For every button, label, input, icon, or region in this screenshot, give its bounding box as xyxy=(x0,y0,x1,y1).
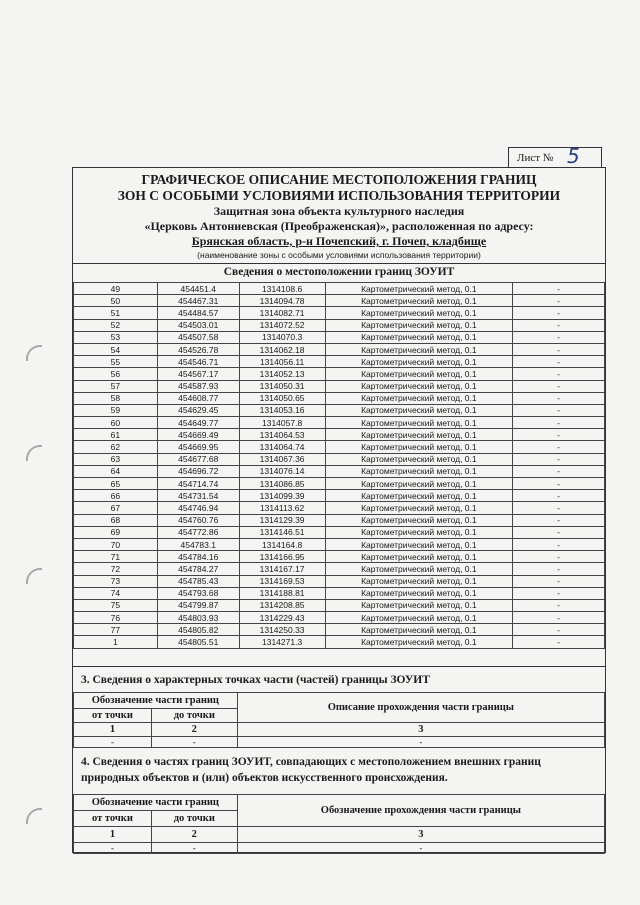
to-point-header: до точки xyxy=(151,811,237,827)
point-note: - xyxy=(513,404,605,416)
table-row xyxy=(74,599,605,611)
group-header: Обозначение части границ xyxy=(74,795,238,811)
point-number: 77 xyxy=(74,624,158,636)
method-accuracy: Картометрический метод, 0.1 xyxy=(325,380,513,392)
table-row xyxy=(74,283,605,295)
x-coordinate: 454714.74 xyxy=(157,478,239,490)
cell-value: - xyxy=(237,737,604,748)
title-line-1: ГРАФИЧЕСКОЕ ОПИСАНИЕ МЕСТОПОЛОЖЕНИЯ ГРАНИЦ xyxy=(141,172,537,187)
method-accuracy: Картометрический метод, 0.1 xyxy=(325,417,513,429)
method-accuracy: Картометрический метод, 0.1 xyxy=(325,612,513,624)
point-number: 50 xyxy=(74,295,158,307)
point-note: - xyxy=(513,599,605,611)
method-accuracy: Картометрический метод, 0.1 xyxy=(325,490,513,502)
y-coordinate: 1314188.81 xyxy=(239,587,325,599)
method-accuracy: Картометрический метод, 0.1 xyxy=(325,368,513,380)
zone-description xyxy=(73,204,605,234)
method-accuracy: Картометрический метод, 0.1 xyxy=(325,441,513,453)
zone-line-2: «Церковь Антониевская (Преображенская)», расположенная по адресу: xyxy=(144,219,534,233)
point-number: 69 xyxy=(74,526,158,538)
point-note: - xyxy=(513,295,605,307)
cell-value: - xyxy=(74,843,152,854)
method-accuracy: Картометрический метод, 0.1 xyxy=(325,526,513,538)
method-accuracy: Картометрический метод, 0.1 xyxy=(325,392,513,404)
point-note: - xyxy=(513,551,605,563)
point-number: 55 xyxy=(74,356,158,368)
x-coordinate: 454677.68 xyxy=(157,453,239,465)
sheet-number-box xyxy=(508,144,602,168)
document-frame xyxy=(72,167,606,853)
coordinates-table xyxy=(73,282,605,649)
from-point-header: от точки xyxy=(74,709,152,723)
method-accuracy: Картометрический метод, 0.1 xyxy=(325,551,513,563)
method-accuracy: Картометрический метод, 0.1 xyxy=(325,307,513,319)
method-accuracy: Картометрический метод, 0.1 xyxy=(325,283,513,295)
to-point-header: до точки xyxy=(151,709,237,723)
y-coordinate: 1314050.31 xyxy=(239,380,325,392)
y-coordinate: 1314050.65 xyxy=(239,392,325,404)
point-number: 70 xyxy=(74,538,158,550)
point-note: - xyxy=(513,490,605,502)
point-note: - xyxy=(513,356,605,368)
table-row xyxy=(74,380,605,392)
point-note: - xyxy=(513,538,605,550)
sheet-number: 5 xyxy=(567,144,580,168)
table-row xyxy=(74,392,605,404)
table-row xyxy=(74,319,605,331)
y-coordinate: 1314271.3 xyxy=(239,636,325,648)
y-coordinate: 1314053.16 xyxy=(239,404,325,416)
method-accuracy: Картометрический метод, 0.1 xyxy=(325,404,513,416)
point-number: 67 xyxy=(74,502,158,514)
point-number: 51 xyxy=(74,307,158,319)
point-note: - xyxy=(513,417,605,429)
x-coordinate: 454785.43 xyxy=(157,575,239,587)
point-note: - xyxy=(513,380,605,392)
section-3-title: 3. Сведения о характерных точках части (частей) границы ЗОУИТ xyxy=(81,674,430,686)
y-coordinate: 1314067.36 xyxy=(239,453,325,465)
y-coordinate: 1314164.8 xyxy=(239,538,325,550)
table-row xyxy=(74,612,605,624)
y-coordinate: 1314167.17 xyxy=(239,563,325,575)
table-row xyxy=(74,331,605,343)
y-coordinate: 1314166.95 xyxy=(239,551,325,563)
point-number: 60 xyxy=(74,417,158,429)
point-note: - xyxy=(513,478,605,490)
point-number: 63 xyxy=(74,453,158,465)
table-row xyxy=(74,453,605,465)
point-number: 61 xyxy=(74,429,158,441)
method-accuracy: Картометрический метод, 0.1 xyxy=(325,295,513,307)
column-number: 2 xyxy=(151,723,237,737)
point-note: - xyxy=(513,368,605,380)
point-number: 57 xyxy=(74,380,158,392)
point-note: - xyxy=(513,465,605,477)
point-note: - xyxy=(513,392,605,404)
y-coordinate: 1314146.51 xyxy=(239,526,325,538)
x-coordinate: 454669.49 xyxy=(157,429,239,441)
section-3-table xyxy=(73,692,605,748)
x-coordinate: 454805.82 xyxy=(157,624,239,636)
point-number: 65 xyxy=(74,478,158,490)
title-line-2: ЗОН С ОСОБЫМИ УСЛОВИЯМИ ИСПОЛЬЗОВАНИЯ ТЕРРИТОРИИ xyxy=(117,188,561,203)
column-number: 3 xyxy=(237,827,604,843)
point-number: 49 xyxy=(74,283,158,295)
table-row xyxy=(74,356,605,368)
point-note: - xyxy=(513,563,605,575)
method-accuracy: Картометрический метод, 0.1 xyxy=(325,514,513,526)
point-number: 52 xyxy=(74,319,158,331)
method-accuracy: Картометрический метод, 0.1 xyxy=(325,587,513,599)
point-number: 53 xyxy=(74,331,158,343)
table-row xyxy=(74,404,605,416)
x-coordinate: 454484.57 xyxy=(157,307,239,319)
from-point-header: от точки xyxy=(74,811,152,827)
table-row xyxy=(74,526,605,538)
column-number: 3 xyxy=(237,723,604,737)
x-coordinate: 454731.54 xyxy=(157,490,239,502)
x-coordinate: 454793.68 xyxy=(157,587,239,599)
section-title-location: Сведения о местоположении границ ЗОУИТ xyxy=(223,266,455,278)
x-coordinate: 454526.78 xyxy=(157,343,239,355)
method-accuracy: Картометрический метод, 0.1 xyxy=(325,502,513,514)
method-accuracy: Картометрический метод, 0.1 xyxy=(325,429,513,441)
x-coordinate: 454805.51 xyxy=(157,636,239,648)
y-coordinate: 1314099.39 xyxy=(239,490,325,502)
y-coordinate: 1314070.3 xyxy=(239,331,325,343)
zone-line-1: Защитная зона объекта культурного наследия xyxy=(213,204,465,218)
x-coordinate: 454799.87 xyxy=(157,599,239,611)
table-row xyxy=(74,417,605,429)
point-number: 74 xyxy=(74,587,158,599)
x-coordinate: 454784.27 xyxy=(157,563,239,575)
point-number: 73 xyxy=(74,575,158,587)
group-header: Обозначение части границ xyxy=(74,693,238,709)
y-coordinate: 1314094.78 xyxy=(239,295,325,307)
point-number: 71 xyxy=(74,551,158,563)
point-note: - xyxy=(513,429,605,441)
table-row xyxy=(74,587,605,599)
table-row xyxy=(74,295,605,307)
x-coordinate: 454783.1 xyxy=(157,538,239,550)
table-row xyxy=(74,441,605,453)
method-accuracy: Картометрический метод, 0.1 xyxy=(325,575,513,587)
punch-hole-mark xyxy=(26,345,42,361)
y-coordinate: 1314108.6 xyxy=(239,283,325,295)
point-note: - xyxy=(513,331,605,343)
x-coordinate: 454760.76 xyxy=(157,514,239,526)
punch-hole-mark xyxy=(26,568,42,584)
table-row xyxy=(74,563,605,575)
point-note: - xyxy=(513,514,605,526)
address: Брянская область, р-н Почепский, г. Почеп, кладбище xyxy=(191,234,487,248)
table-row xyxy=(74,490,605,502)
method-accuracy: Картометрический метод, 0.1 xyxy=(325,453,513,465)
point-number: 56 xyxy=(74,368,158,380)
point-number: 54 xyxy=(74,343,158,355)
section-4-title: 4. Сведения о частях границ ЗОУИТ, совпадающих с местоположением внешних границ природных объектов и (или) объектов искусственного происхождения. xyxy=(81,756,541,784)
y-coordinate: 1314052.13 xyxy=(239,368,325,380)
document-title xyxy=(73,172,605,204)
y-coordinate: 1314056.11 xyxy=(239,356,325,368)
table-row xyxy=(74,575,605,587)
point-note: - xyxy=(513,319,605,331)
y-coordinate: 1314250.33 xyxy=(239,624,325,636)
table-row xyxy=(74,624,605,636)
y-coordinate: 1314057.8 xyxy=(239,417,325,429)
method-accuracy: Картометрический метод, 0.1 xyxy=(325,478,513,490)
point-note: - xyxy=(513,624,605,636)
section-4-table xyxy=(73,794,605,854)
point-note: - xyxy=(513,283,605,295)
x-coordinate: 454503.01 xyxy=(157,319,239,331)
sheet-label: Лист № xyxy=(517,152,554,164)
method-accuracy: Картометрический метод, 0.1 xyxy=(325,563,513,575)
x-coordinate: 454546.71 xyxy=(157,356,239,368)
table-row xyxy=(74,478,605,490)
point-note: - xyxy=(513,502,605,514)
x-coordinate: 454629.45 xyxy=(157,404,239,416)
point-number: 62 xyxy=(74,441,158,453)
divider xyxy=(73,666,605,667)
method-accuracy: Картометрический метод, 0.1 xyxy=(325,599,513,611)
point-number: 75 xyxy=(74,599,158,611)
y-coordinate: 1314113.62 xyxy=(239,502,325,514)
cell-value: - xyxy=(151,737,237,748)
column-number: 2 xyxy=(151,827,237,843)
table-row xyxy=(74,368,605,380)
x-coordinate: 454803.93 xyxy=(157,612,239,624)
y-coordinate: 1314064.53 xyxy=(239,429,325,441)
method-accuracy: Картометрический метод, 0.1 xyxy=(325,538,513,550)
point-number: 76 xyxy=(74,612,158,624)
x-coordinate: 454608.77 xyxy=(157,392,239,404)
x-coordinate: 454507.58 xyxy=(157,331,239,343)
method-accuracy: Картометрический метод, 0.1 xyxy=(325,465,513,477)
x-coordinate: 454784.16 xyxy=(157,551,239,563)
column-number: 1 xyxy=(74,827,152,843)
punch-hole-mark xyxy=(26,808,42,824)
y-coordinate: 1314129.39 xyxy=(239,514,325,526)
y-coordinate: 1314064.74 xyxy=(239,441,325,453)
table-row xyxy=(74,429,605,441)
point-note: - xyxy=(513,441,605,453)
method-accuracy: Картометрический метод, 0.1 xyxy=(325,343,513,355)
description-header: Обозначение прохождения части границы xyxy=(237,795,604,827)
point-note: - xyxy=(513,343,605,355)
y-coordinate: 1314229.43 xyxy=(239,612,325,624)
y-coordinate: 1314169.53 xyxy=(239,575,325,587)
table-row xyxy=(74,538,605,550)
method-accuracy: Картометрический метод, 0.1 xyxy=(325,624,513,636)
zone-name-note: (наименование зоны с особыми условиями использования территории) xyxy=(197,250,481,260)
point-note: - xyxy=(513,575,605,587)
x-coordinate: 454451.4 xyxy=(157,283,239,295)
point-note: - xyxy=(513,636,605,648)
x-coordinate: 454467.31 xyxy=(157,295,239,307)
x-coordinate: 454746.94 xyxy=(157,502,239,514)
x-coordinate: 454696.72 xyxy=(157,465,239,477)
point-number: 64 xyxy=(74,465,158,477)
cell-value: - xyxy=(151,843,237,854)
cell-value: - xyxy=(74,737,152,748)
point-number: 66 xyxy=(74,490,158,502)
column-number: 1 xyxy=(74,723,152,737)
point-note: - xyxy=(513,453,605,465)
method-accuracy: Картометрический метод, 0.1 xyxy=(325,356,513,368)
x-coordinate: 454772.86 xyxy=(157,526,239,538)
description-header: Описание прохождения части границы xyxy=(237,693,604,723)
y-coordinate: 1314082.71 xyxy=(239,307,325,319)
x-coordinate: 454669.95 xyxy=(157,441,239,453)
y-coordinate: 1314062.18 xyxy=(239,343,325,355)
y-coordinate: 1314076.14 xyxy=(239,465,325,477)
punch-hole-mark xyxy=(26,445,42,461)
point-number: 59 xyxy=(74,404,158,416)
point-number: 1 xyxy=(74,636,158,648)
method-accuracy: Картометрический метод, 0.1 xyxy=(325,331,513,343)
y-coordinate: 1314072.52 xyxy=(239,319,325,331)
y-coordinate: 1314086.85 xyxy=(239,478,325,490)
point-number: 68 xyxy=(74,514,158,526)
x-coordinate: 454567.17 xyxy=(157,368,239,380)
table-row xyxy=(74,307,605,319)
point-number: 72 xyxy=(74,563,158,575)
point-note: - xyxy=(513,307,605,319)
x-coordinate: 454587.93 xyxy=(157,380,239,392)
point-note: - xyxy=(513,612,605,624)
table-row xyxy=(74,343,605,355)
method-accuracy: Картометрический метод, 0.1 xyxy=(325,319,513,331)
point-number: 58 xyxy=(74,392,158,404)
cell-value: - xyxy=(237,843,604,854)
point-note: - xyxy=(513,587,605,599)
method-accuracy: Картометрический метод, 0.1 xyxy=(325,636,513,648)
point-note: - xyxy=(513,526,605,538)
table-row xyxy=(74,514,605,526)
table-row xyxy=(74,465,605,477)
x-coordinate: 454649.77 xyxy=(157,417,239,429)
divider xyxy=(73,263,605,264)
table-row xyxy=(74,502,605,514)
y-coordinate: 1314208.85 xyxy=(239,599,325,611)
table-row xyxy=(74,636,605,648)
table-row xyxy=(74,551,605,563)
